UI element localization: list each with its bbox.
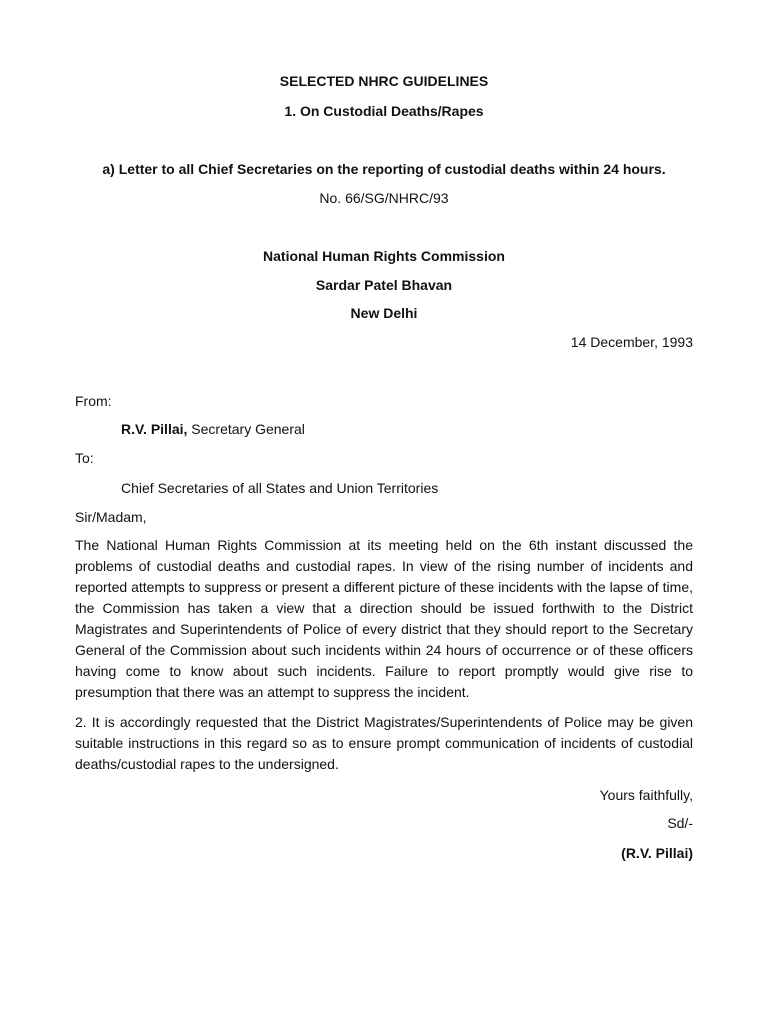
closing: Yours faithfully, — [599, 787, 693, 803]
sender-title: Secretary General — [187, 421, 305, 437]
from-line — [121, 421, 305, 437]
section-title: 1. On Custodial Deaths/Rapes — [284, 103, 484, 119]
document-heading: SELECTED NHRC GUIDELINES — [279, 73, 489, 89]
signatory-name: (R.V. Pillai) — [621, 845, 693, 861]
signature-mark: Sd/- — [667, 815, 693, 831]
body-paragraph-2: 2. It is accordingly requested that the District Magistrates/Superintendents of Police may be given suitable instructions in this regard so as to ensure prompt communication of incidents of custodial deaths/custodial rapes to the undersigned. — [75, 714, 693, 772]
from-label: From: — [75, 393, 112, 409]
letter-subheading: a) Letter to all Chief Secretaries on the reporting of custodial deaths within 24 hours. — [102, 161, 666, 177]
body-paragraph-1: The National Human Rights Commission at its meeting held on the 6th instant discussed the problems of custodial deaths and custodial rapes. In view of the rising number of incidents and reported attempts to suppress or present a different picture of these incidents with the lapse of time, the Commission has taken a view that a direction should be issued forthwith to the District Magistrates and Superintendents of Police of every district that they should report to the Secretary General of the Commission about such incidents within 24 hours of occurrence or of these officers having come to know about such incidents. Failure to report promptly would give rise to presumption that there was an attempt to suppress the incident. — [75, 537, 693, 700]
sender-name: R.V. Pillai, — [121, 421, 188, 437]
organization-name: National Human Rights Commission — [263, 248, 505, 264]
organization-building: Sardar Patel Bhavan — [315, 277, 453, 293]
reference-number: No. 66/SG/NHRC/93 — [319, 190, 449, 206]
to-label: To: — [75, 450, 94, 466]
letter-date: 14 December, 1993 — [570, 334, 693, 350]
organization-city: New Delhi — [350, 305, 418, 321]
recipient: Chief Secretaries of all States and Union Territories — [121, 480, 439, 496]
salutation: Sir/Madam, — [75, 509, 147, 525]
